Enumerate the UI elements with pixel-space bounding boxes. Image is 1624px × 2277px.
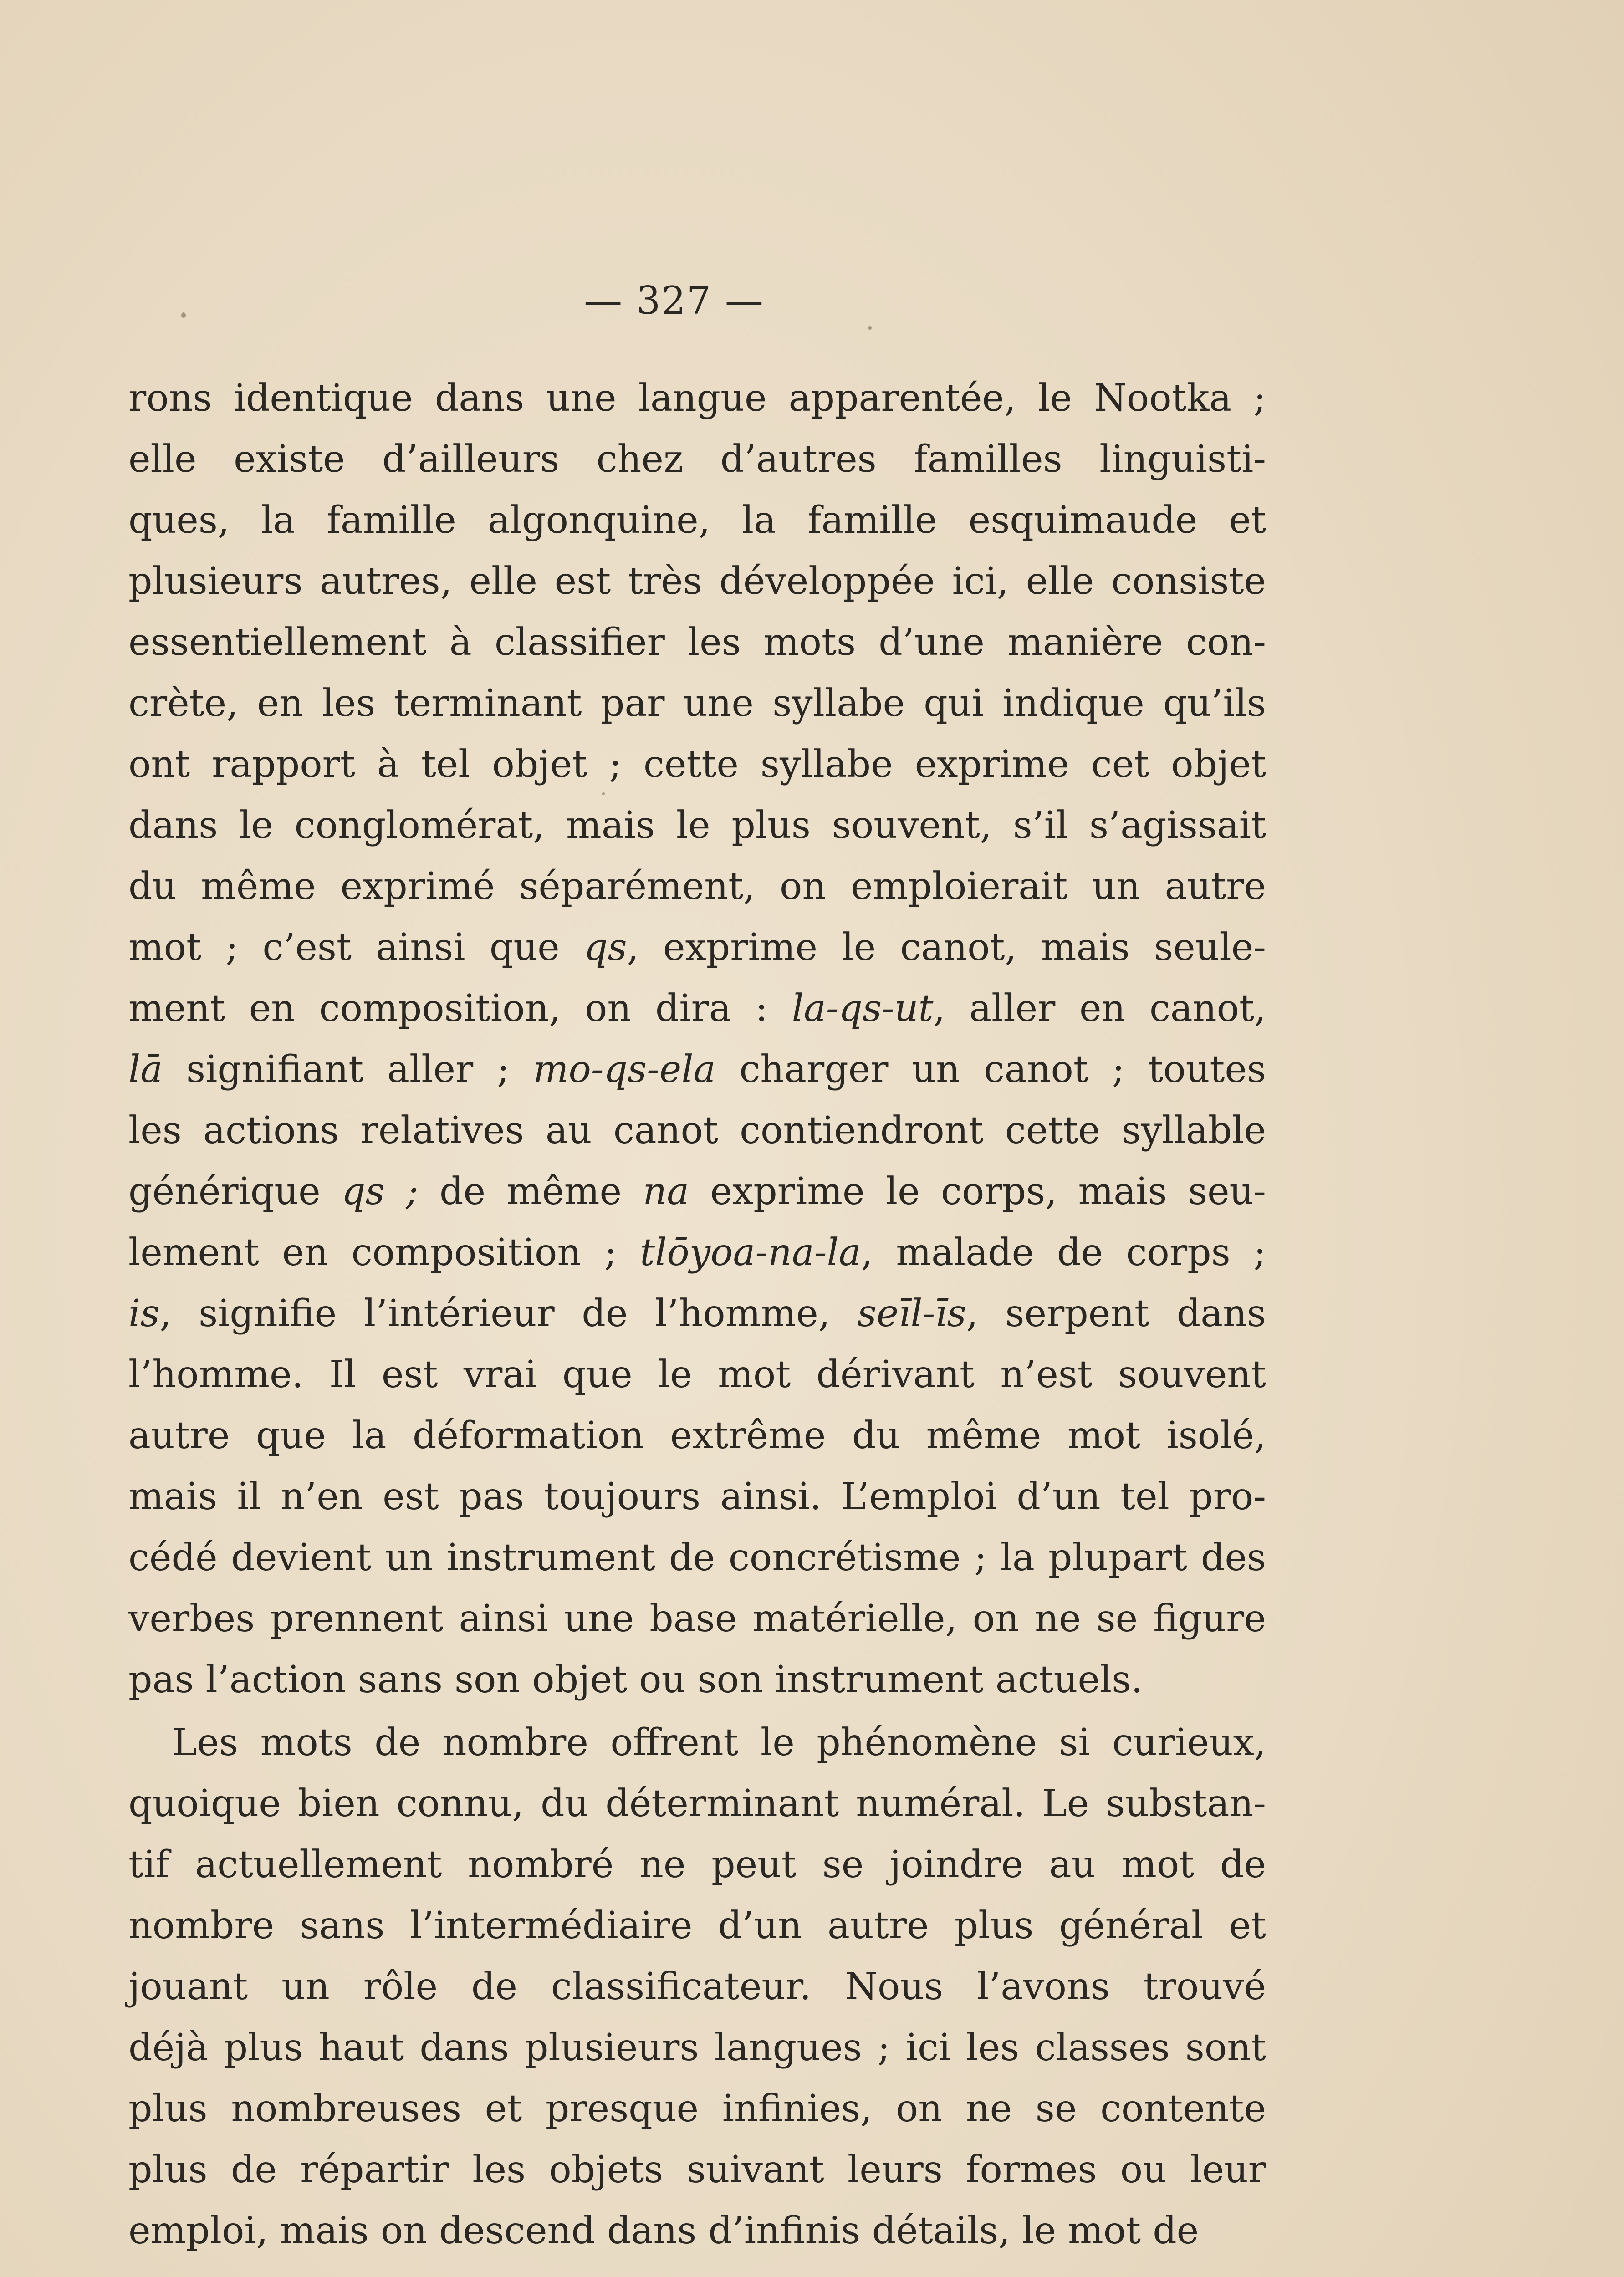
italic-term: seīl-īs [857, 1292, 966, 1335]
text-run: pas l’action sans son objet ou son instrument actuels. [128, 1658, 1143, 1701]
paper-speck [868, 326, 872, 330]
text-line [128, 2017, 1266, 2078]
italic-term: la-qs-ut [792, 987, 934, 1030]
text-line [128, 368, 1266, 429]
text-run: du même exprimé séparément, on emploierait un autre [128, 865, 1266, 908]
text-line [128, 551, 1266, 612]
text-line [128, 1405, 1266, 1466]
text-line [128, 1956, 1266, 2017]
text-run: quoique bien connu, du déterminant numéral. Le substan- [128, 1782, 1266, 1825]
text-run: mais il n’en est pas toujours ainsi. L’emploi d’un tel pro- [128, 1475, 1266, 1518]
text-run: , serpent dans [966, 1292, 1267, 1335]
text-line [128, 2200, 1266, 2262]
text-line [128, 795, 1266, 856]
text-run: charger un canot ; toutes [715, 1048, 1266, 1091]
text-line [128, 612, 1266, 673]
text-run: crète, en les terminant par une syllabe qui indique qu’ils [128, 682, 1266, 725]
italic-term: qs ; [342, 1170, 419, 1213]
italic-term: mo-qs-ela [533, 1048, 716, 1091]
text-run: de même [418, 1170, 643, 1213]
text-run: nombre sans l’intermédiaire d’un autre plus général et [128, 1904, 1266, 1947]
italic-term: qs [584, 926, 627, 969]
text-run: Les mots de nombre offrent le phénomène si curieux, [172, 1721, 1266, 1764]
text-line [128, 1039, 1266, 1100]
text-line [128, 734, 1266, 795]
text-run: , exprime le canot, mais seule- [627, 926, 1266, 969]
paragraph [128, 1712, 1266, 2262]
text-run: cédé devient un instrument de concrétisme ; la plupart des [128, 1536, 1266, 1579]
text-run: générique [128, 1170, 342, 1213]
text-line [128, 1100, 1266, 1161]
text-line [128, 1773, 1266, 1834]
text-line [128, 2139, 1266, 2200]
italic-term: lā [128, 1048, 163, 1091]
text-line [128, 1283, 1266, 1344]
text-run: plus de répartir les objets suivant leurs formes ou leur [128, 2148, 1266, 2191]
italic-term: tlōyoa-na-la [640, 1231, 861, 1274]
text-run: lement en composition ; [128, 1231, 640, 1274]
paper-speck [602, 792, 605, 795]
page-number: — 327 — [584, 278, 764, 323]
text-run: ques, la famille algonquine, la famille esquimaude et [128, 499, 1266, 542]
text-run: autre que la déformation extrême du même mot isolé, [128, 1414, 1266, 1457]
text-run: mot ; c’est ainsi que [128, 926, 584, 969]
text-run: jouant un rôle de classificateur. Nous l’avons trouvé [128, 1965, 1266, 2008]
text-run: dans le conglomérat, mais le plus souvent, s’il s’agissait [128, 804, 1266, 847]
italic-term: na [643, 1170, 689, 1213]
text-line [128, 917, 1266, 978]
paragraph [128, 368, 1266, 1710]
text-run: elle existe d’ailleurs chez d’autres familles linguisti- [128, 438, 1266, 481]
text-run: signifiant aller ; [163, 1048, 533, 1091]
text-line [128, 856, 1266, 917]
text-line [128, 1649, 1266, 1710]
text-line [128, 490, 1266, 551]
text-run: ment en composition, on dira : [128, 987, 792, 1030]
text-line [128, 673, 1266, 734]
text-run: essentiellement à classifier les mots d’une manière con- [128, 621, 1266, 664]
text-line [128, 1222, 1266, 1283]
text-run: tif actuellement nombré ne peut se joindre au mot de [128, 1843, 1266, 1886]
text-run: rons identique dans une langue apparentée, le Nootka ; [128, 377, 1266, 420]
body-text [128, 368, 1266, 2262]
text-line [128, 978, 1266, 1039]
italic-term: is [128, 1292, 160, 1335]
text-line [128, 1466, 1266, 1527]
text-run: déjà plus haut dans plusieurs langues ; ici les classes sont [128, 2026, 1266, 2069]
text-run: les actions relatives au canot contiendront cette syllable [128, 1109, 1266, 1152]
text-run: , aller en canot, [933, 987, 1266, 1030]
text-line [128, 1527, 1266, 1588]
text-line [128, 1895, 1266, 1956]
text-line [128, 429, 1266, 490]
paper-speck [181, 312, 186, 318]
text-line [128, 1712, 1266, 1773]
text-run: , signifie l’intérieur de l’homme, [159, 1292, 858, 1335]
text-line [128, 1834, 1266, 1895]
text-line [128, 1344, 1266, 1405]
text-line [128, 1161, 1266, 1222]
text-run: plus nombreuses et presque infinies, on ne se contente [128, 2087, 1266, 2130]
text-run: exprime le corps, mais seu- [689, 1170, 1267, 1213]
text-run: l’homme. Il est vrai que le mot dérivant n’est souvent [128, 1353, 1266, 1396]
text-run: verbes prennent ainsi une base matérielle, on ne se figure [128, 1597, 1266, 1640]
text-line [128, 1588, 1266, 1649]
text-run: plusieurs autres, elle est très développée ici, elle consiste [128, 560, 1266, 603]
text-run: , malade de corps ; [861, 1231, 1266, 1274]
text-line [128, 2078, 1266, 2139]
text-run: emploi, mais on descend dans d’infinis détails, le mot de [128, 2209, 1199, 2252]
text-run: ont rapport à tel objet ; cette syllabe exprime cet objet [128, 743, 1266, 786]
